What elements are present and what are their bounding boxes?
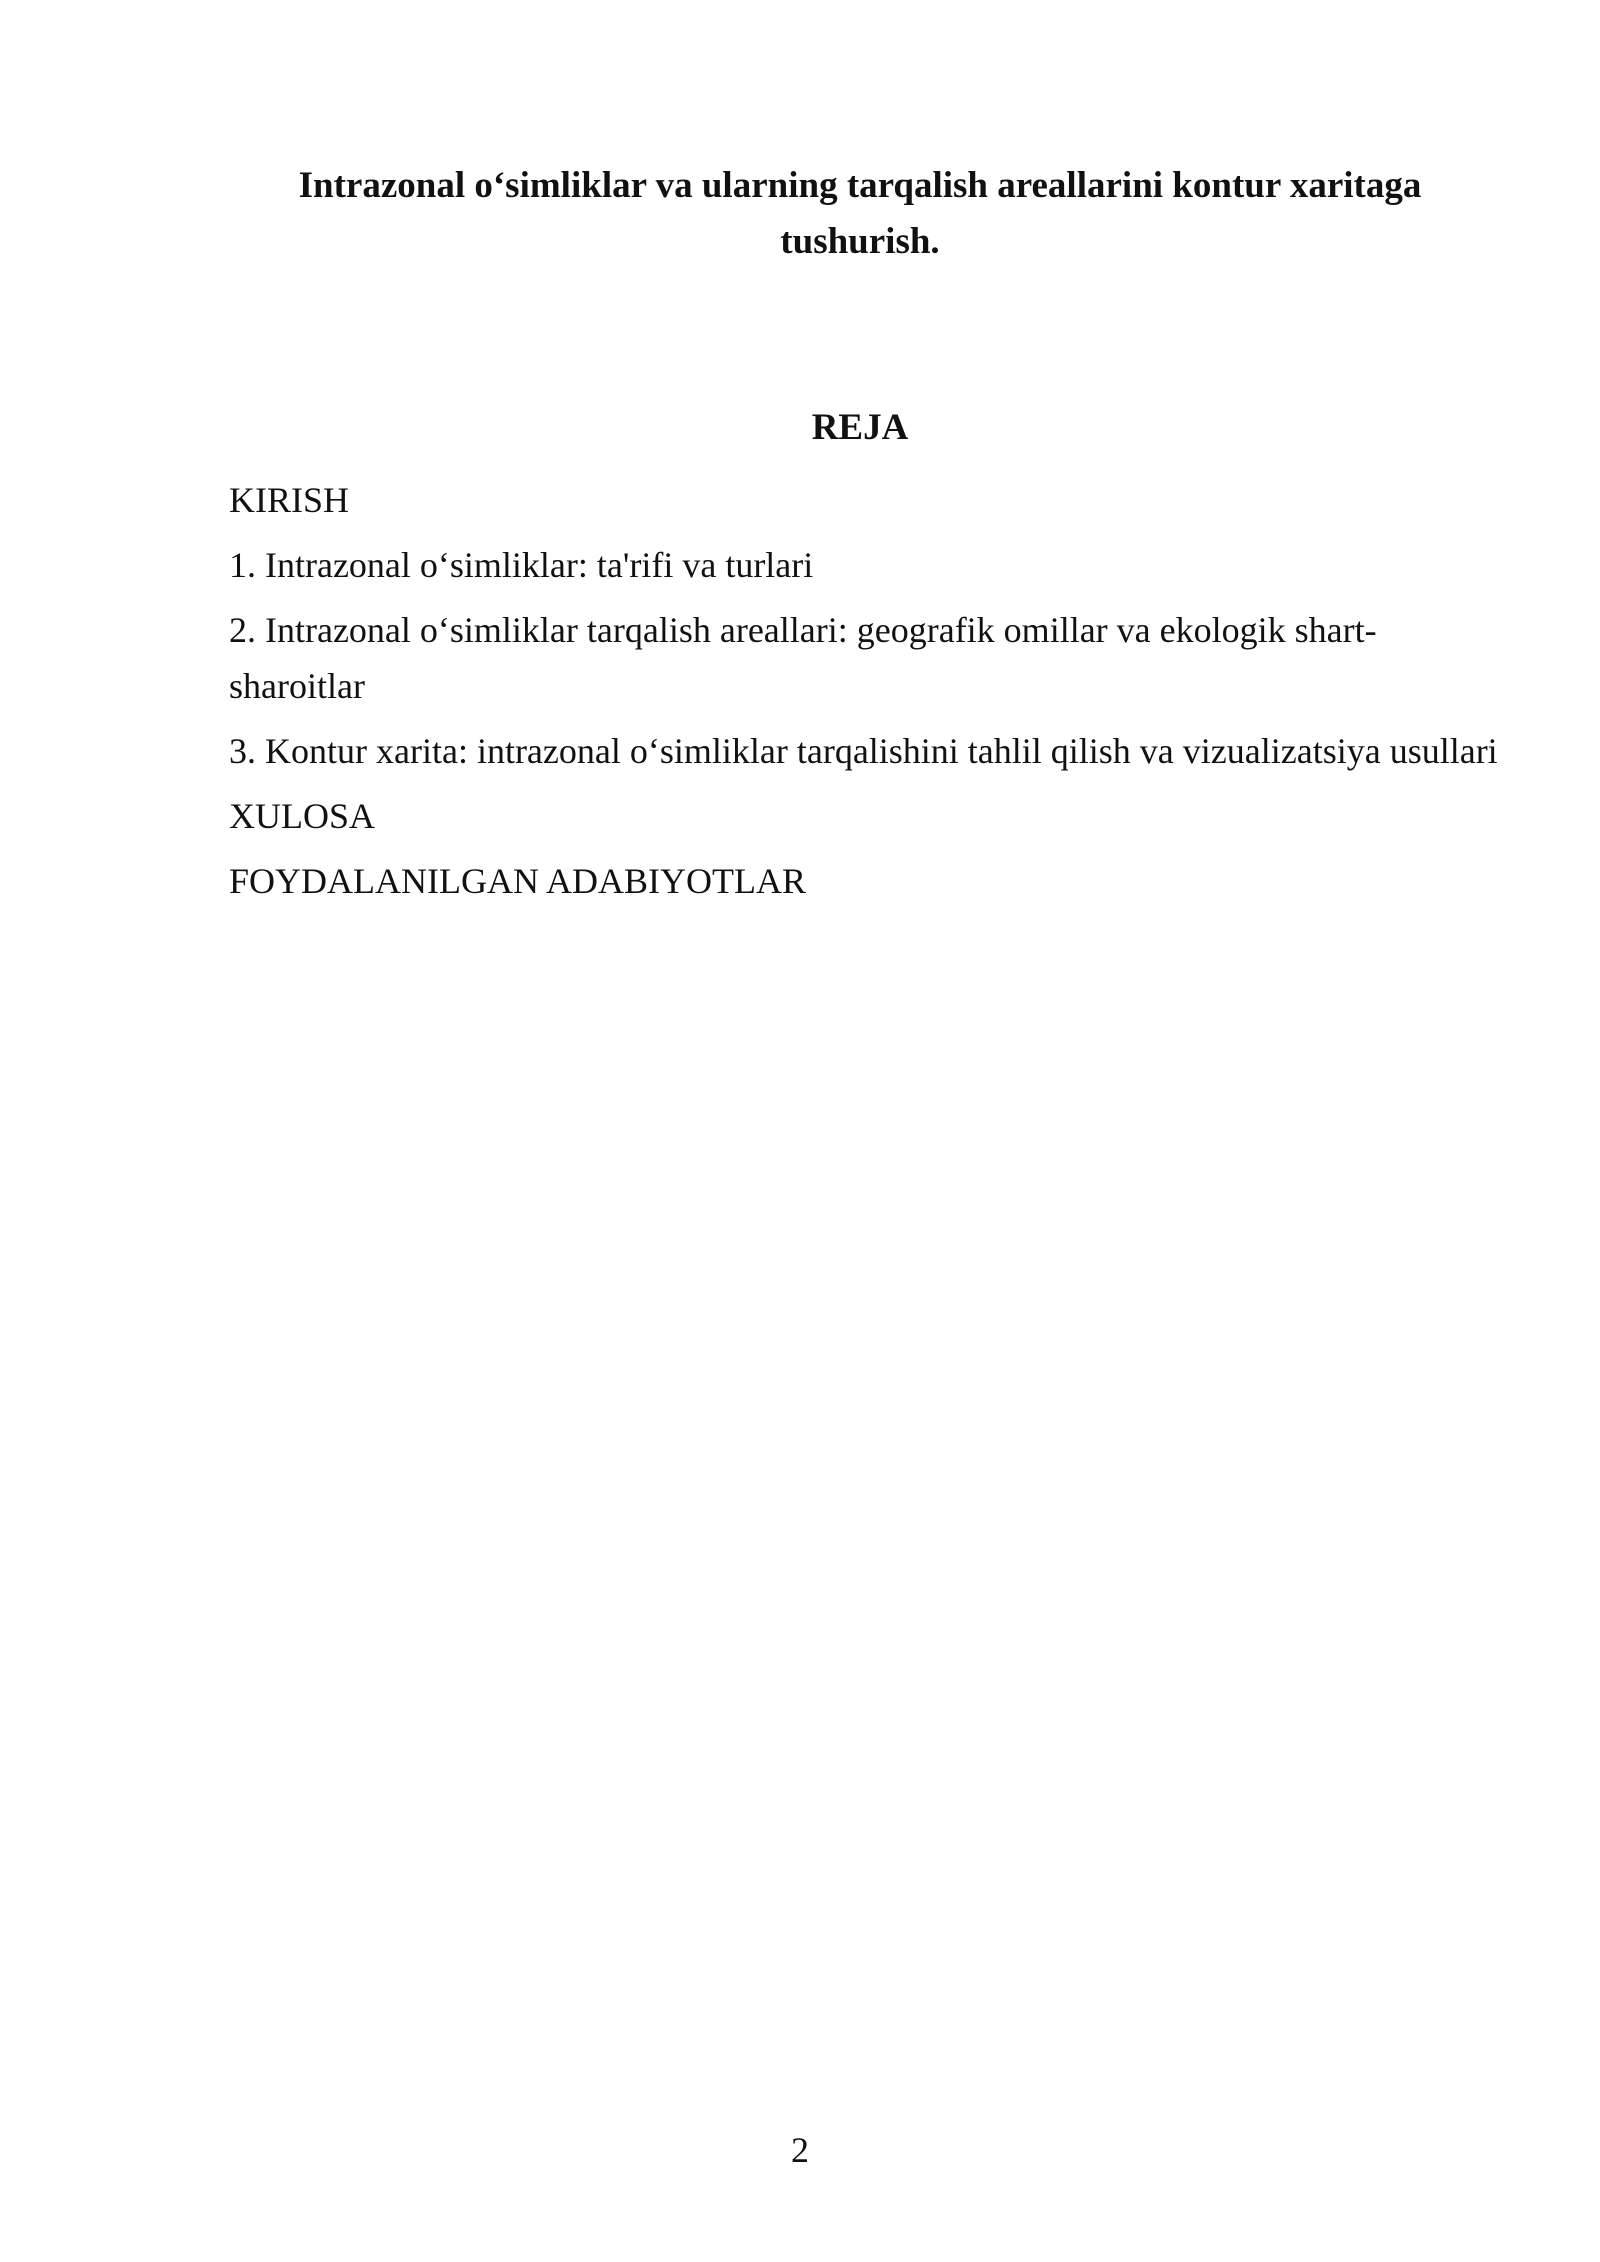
plan-list — [229, 472, 1499, 918]
page-number: 2 — [791, 2130, 809, 2170]
plan-item-3: 3. Kontur xarita: intrazonal o‘simliklar tarqalishini tahlil qilish va vizualizatsiya usullari — [229, 731, 1498, 771]
plan-item-2: 2. Intrazonal o‘simliklar tarqalish areallari: geografik omillar va ekologik shart-sharoitlar — [229, 610, 1377, 706]
plan-item-conclusion: XULOSA — [229, 796, 376, 836]
document-title: Intrazonal o‘simliklar va ularning tarqalish areallarini kontur xaritaga tushurish. — [298, 165, 1422, 262]
plan-item-references: FOYDALANILGAN ADABIYOTLAR — [229, 861, 806, 901]
plan-item-introduction: KIRISH — [229, 480, 350, 520]
plan-item-1: 1. Intrazonal o‘simliklar: ta'rifi va turlari — [229, 545, 814, 585]
plan-heading: REJA — [811, 407, 909, 448]
